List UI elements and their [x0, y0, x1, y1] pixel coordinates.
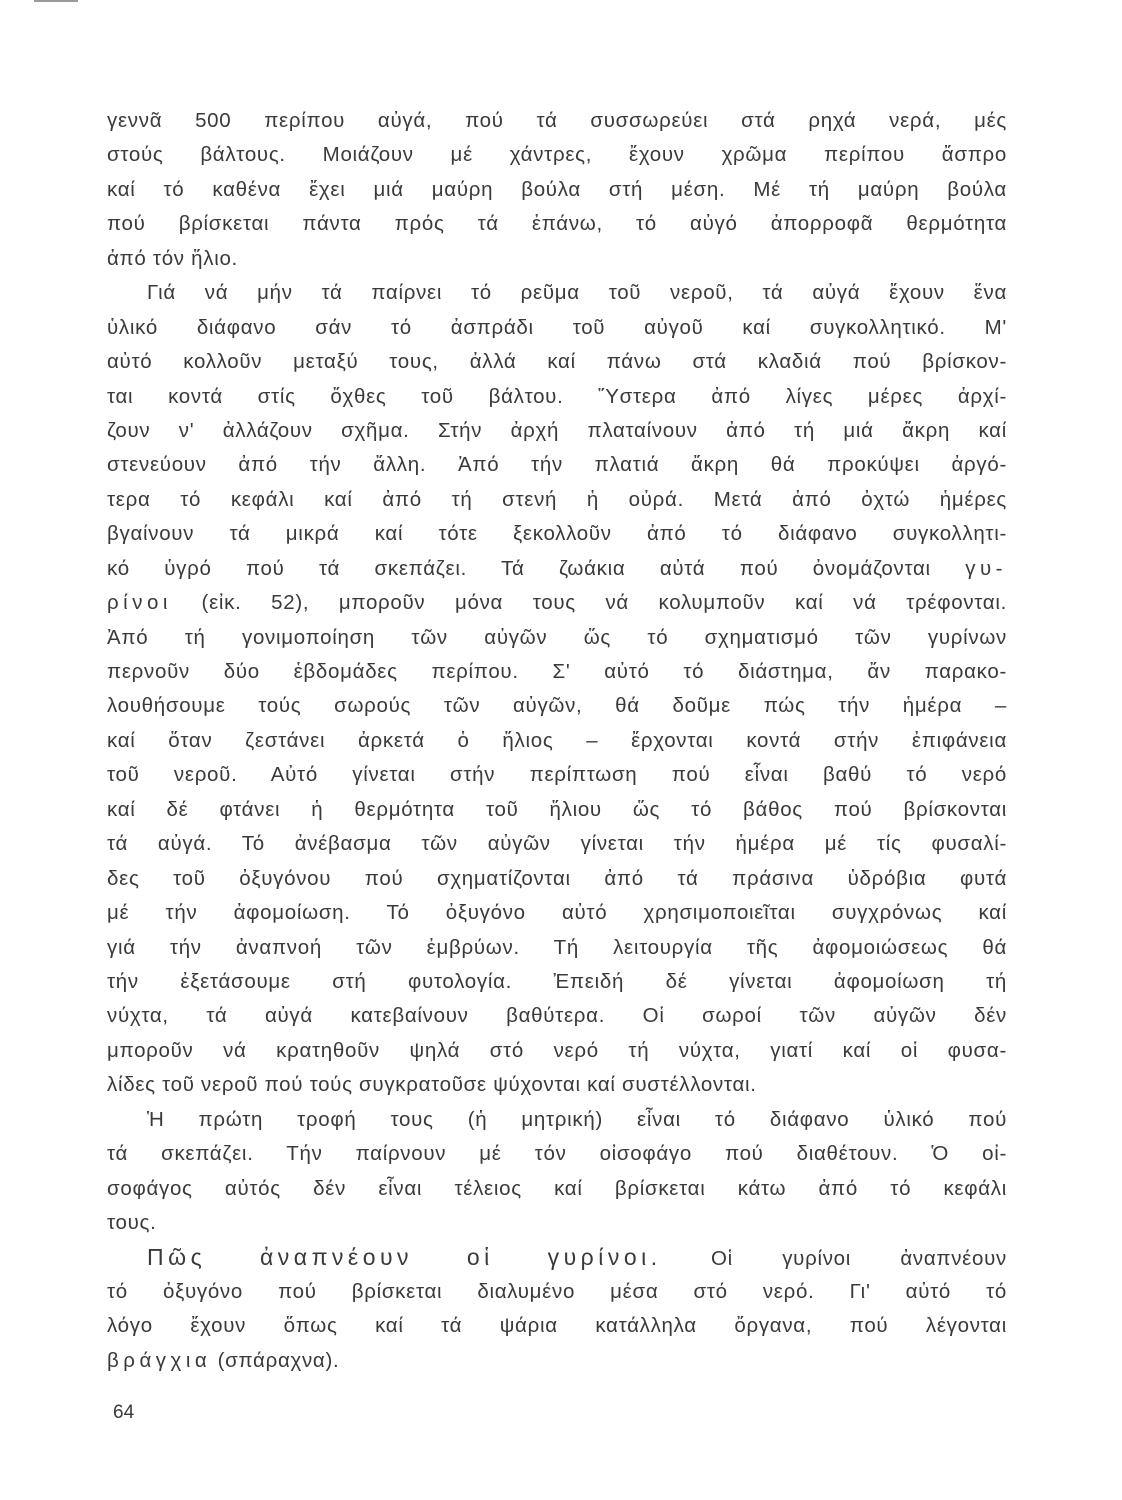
text-line-rest: Οἱ γυρίνοι ἀναπνέουν: [661, 1247, 1007, 1271]
text-line: τους.: [107, 1211, 157, 1234]
text-line: πού βρίσκεται πάντα πρός τά ἐπάνω, τό αὐγό ἀπορροφᾶ θερμότητα: [107, 212, 1007, 236]
text-line: στενεύουν ἀπό τήν ἄλλη. Ἀπό τήν πλατιά ἄκρη θά προκύψει ἀργό-: [107, 453, 1007, 477]
text-line: Γιά νά μήν τά παίρνει τό ρεῦμα τοῦ νεροῦ, τά αὐγά ἔχουν ἕνα: [147, 281, 1007, 305]
text-line-rest: (εἰκ. 52), μποροῦν μόνα τους νά κολυμποῦν καί νά τρέφονται.: [171, 591, 1007, 615]
text-line: ἀπό τόν ἥλιο.: [107, 246, 238, 270]
section-heading: Πῶς ἀναπνέουν οἱ γυρίνοι.: [147, 1244, 662, 1271]
text-line: στούς βάλτους. Μοιάζουν μέ χάντρες, ἔχουν χρῶμα περίπου ἄσπρο: [107, 143, 1007, 167]
text-line: τά σκεπάζει. Τήν παίρνουν μέ τόν οἰσοφάγο πού διαθέτουν. Ὁ οἰ-: [107, 1142, 1007, 1166]
text-line: λουθήσουμε τούς σωρούς τῶν αὐγῶν, θά δοῦμε πώς τήν ἡμέρα –: [107, 694, 1007, 718]
text-line: τοῦ νεροῦ. Αὐτό γίνεται στήν περίπτωση πού εἶναι βαθύ τό νερό: [107, 763, 1007, 787]
term-gyrinoi-part2: ρίνοι: [107, 591, 172, 615]
text-line: [107, 1344, 1007, 1378]
text-line: Ἀπό τή γονιμοποίηση τῶν αὐγῶν ὥς τό σχηματισμό τῶν γυρίνων: [107, 625, 1007, 649]
text-line: [107, 586, 1007, 620]
text-line: Ἡ πρώτη τροφή τους (ἡ μητρική) εἶναι τό διάφανο ὑλικό πού: [147, 1107, 1007, 1131]
text-line-start: κό ὑγρό πού τά σκεπάζει. Τά ζωάκια αὐτά πού ὀνομάζονται: [107, 556, 966, 580]
text-line: τό ὀξυγόνο πού βρίσκεται διαλυμένο μέσα στό νερό. Γι' αὐτό τό: [107, 1279, 1007, 1303]
text-line: αὐτό κολλοῦν μεταξύ τους, ἀλλά καί πάνω στά κλαδιά πού βρίσκον-: [107, 350, 1007, 374]
text-line: [107, 552, 1007, 586]
text-line: τήν ἐξετάσουμε στή φυτολογία. Ἐπειδή δέ γίνεται ἀφομοίωση τή: [107, 969, 1007, 993]
text-line: τερα τό κεφάλι καί ἀπό τή στενή ἡ οὐρά. Μετά ἀπό ὀχτώ ἡμέρες: [107, 487, 1007, 511]
text-line: δες τοῦ ὀξυγόνου πού σχηματίζονται ἀπό τά πράσινα ὑδρόβια φυτά: [107, 866, 1007, 890]
text-line: γιά τήν ἀναπνοή τῶν ἐμβρύων. Τή λειτουργία τῆς ἀφομοιώσεως θά: [107, 935, 1007, 959]
text-line: ὑλικό διάφανο σάν τό ἀσπράδι τοῦ αὐγοῦ καί συγκολλητικό. Μ': [107, 315, 1007, 339]
text-line: [107, 1240, 1007, 1274]
text-line: νύχτα, τά αὐγά κατεβαίνουν βαθύτερα. Οἱ σωροί τῶν αὐγῶν δέν: [107, 1004, 1007, 1028]
text-line: ται κοντά στίς ὄχθες τοῦ βάλτου. Ὕστερα ἀπό λίγες μέρες ἀρχί-: [107, 384, 1007, 408]
text-line: καί δέ φτάνει ἡ θερμότητα τοῦ ἥλιου ὥς τό βάθος πού βρίσκονται: [107, 797, 1007, 821]
text-line: βγαίνουν τά μικρά καί τότε ξεκολλοῦν ἀπό τό διάφανο συγκολλητι-: [107, 522, 1007, 546]
text-line: μέ τήν ἀφομοίωση. Τό ὀξυγόνο αὐτό χρησιμοποιεῖται συγχρόνως καί: [107, 901, 1007, 925]
page-number: 64: [113, 1402, 135, 1423]
text-line: λόγο ἔχουν ὅπως καί τά ψάρια κατάλληλα ὄργανα, πού λέγονται: [107, 1314, 1007, 1338]
body-text: [107, 104, 1007, 1378]
term-gyrinoi-part1: γυ-: [965, 556, 1007, 580]
text-line-rest: (σπάραχνα).: [211, 1348, 340, 1372]
top-edge-mark: [34, 0, 78, 2]
text-line: καί τό καθένα ἔχει μιά μαύρη βούλα στή μέση. Μέ τή μαύρη βούλα: [107, 177, 1007, 201]
text-line: περνοῦν δύο ἑβδομάδες περίπου. Σ' αὐτό τό διάστημα, ἄν παρακο-: [107, 660, 1007, 683]
text-line: λίδες τοῦ νεροῦ πού τούς συγκρατοῦσε ψύχονται καί συστέλλονται.: [107, 1073, 757, 1097]
text-line: μποροῦν νά κρατηθοῦν ψηλά στό νερό τή νύχτα, γιατί καί οἱ φυσα-: [107, 1038, 1007, 1062]
text-line: τά αὐγά. Τό ἀνέβασμα τῶν αὐγῶν γίνεται τήν ἡμέρα μέ τίς φυσαλί-: [107, 832, 1007, 856]
text-line: καί ὅταν ζεστάνει ἀρκετά ὁ ἥλιος – ἔρχονται κοντά στήν ἐπιφάνεια: [107, 728, 1007, 752]
text-line: σοφάγος αὐτός δέν εἶναι τέλειος καί βρίσκεται κάτω ἀπό τό κεφάλι: [107, 1176, 1007, 1200]
text-line: γεννᾶ 500 περίπου αὐγά, πού τά συσσωρεύει στά ρηχά νερά, μές: [107, 109, 1007, 132]
term-vrangchia: βράγχια: [107, 1348, 212, 1372]
text-line: ζουν ν' ἀλλάζουν σχῆμα. Στήν ἀρχή πλαταίνουν ἀπό τή μιά ἄκρη καί: [107, 418, 1007, 442]
